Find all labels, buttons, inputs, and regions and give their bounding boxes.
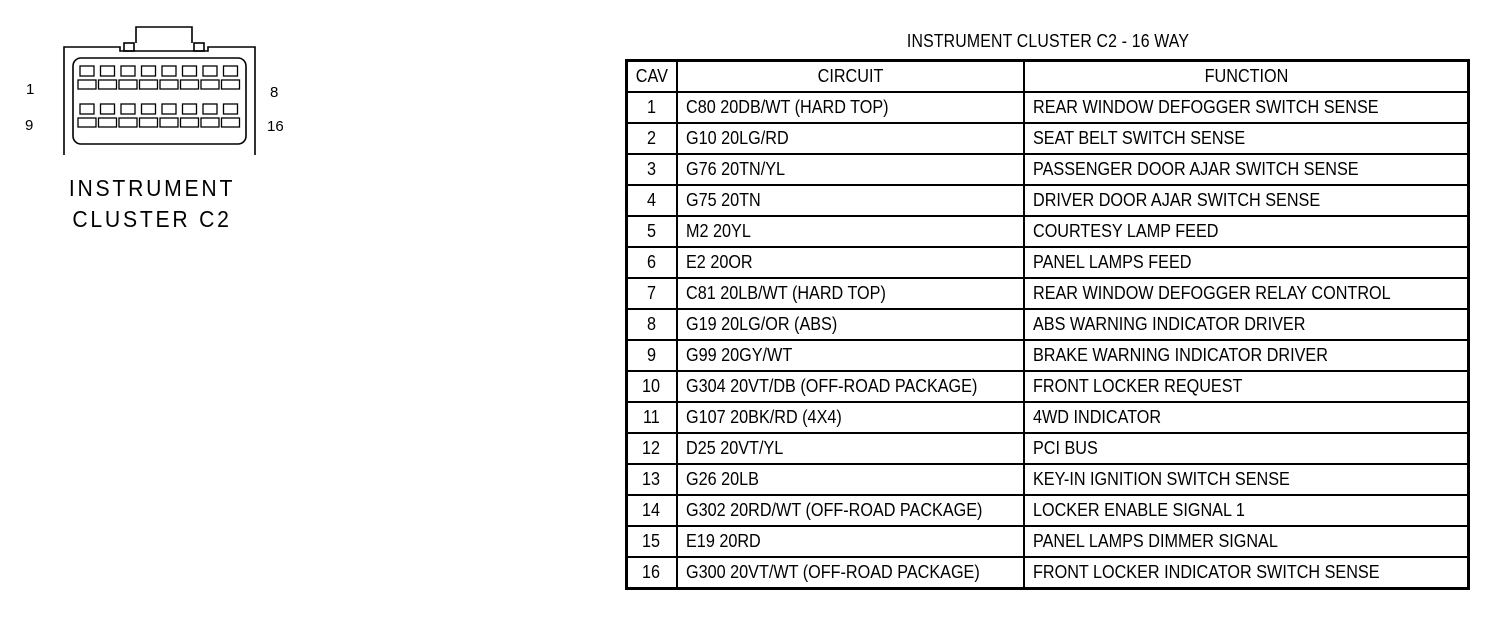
pin-cavity-1 [80,66,94,76]
pin-cavity-4 [142,66,156,76]
table-row [627,557,1469,589]
pin-cavity-11 [121,104,135,114]
pin-terminal-8 [222,80,240,89]
pin-label-9: 9 [25,117,34,134]
cell-circuit: G302 20RD/WT (OFF-ROAD PACKAGE) [677,495,1024,526]
header-cav: CAV [627,61,678,93]
connector-title-line2: CLUSTER C2 [72,206,232,232]
cell-function: LOCKER ENABLE SIGNAL 1 [1024,495,1469,526]
pin-cavity-12 [142,104,156,114]
pin-terminal-1 [78,80,96,89]
table-row [627,278,1469,309]
cell-cav: 1 [627,92,678,123]
cell-function: PANEL LAMPS DIMMER SIGNAL [1024,526,1469,557]
cell-cav: 11 [627,402,678,433]
cell-circuit: G300 20VT/WT (OFF-ROAD PACKAGE) [677,557,1024,589]
table-row [627,92,1469,123]
cell-cav: 8 [627,309,678,340]
table-row [627,340,1469,371]
table-row [627,433,1469,464]
cell-function: PCI BUS [1024,433,1469,464]
pin-cavity-5 [162,66,176,76]
connector-face-diagram [56,22,266,162]
table-row [627,495,1469,526]
cell-circuit: G75 20TN [677,185,1024,216]
cell-cav: 5 [627,216,678,247]
cell-cav: 2 [627,123,678,154]
connector-title-line1: INSTRUMENT [68,175,236,201]
pin-cavity-16 [224,104,238,114]
cell-function: REAR WINDOW DEFOGGER RELAY CONTROL [1024,278,1469,309]
cell-function: 4WD INDICATOR [1024,402,1469,433]
cell-cav: 16 [627,557,678,589]
cell-function: KEY-IN IGNITION SWITCH SENSE [1024,464,1469,495]
cell-circuit: G304 20VT/DB (OFF-ROAD PACKAGE) [677,371,1024,402]
cell-function: DRIVER DOOR AJAR SWITCH SENSE [1024,185,1469,216]
cell-cav: 9 [627,340,678,371]
cell-cav: 13 [627,464,678,495]
cell-circuit: G76 20TN/YL [677,154,1024,185]
cell-cav: 6 [627,247,678,278]
pin-cavity-9 [80,104,94,114]
cell-function: REAR WINDOW DEFOGGER SWITCH SENSE [1024,92,1469,123]
pin-label-8: 8 [270,84,279,101]
pin-terminal-2 [99,80,117,89]
pin-terminal-10 [99,118,117,127]
cell-circuit: G10 20LG/RD [677,123,1024,154]
cell-circuit: C81 20LB/WT (HARD TOP) [677,278,1024,309]
pin-cavity-7 [203,66,217,76]
cell-circuit: E2 20OR [677,247,1024,278]
pin-cavity-10 [101,104,115,114]
cell-function: BRAKE WARNING INDICATOR DRIVER [1024,340,1469,371]
cell-function: FRONT LOCKER REQUEST [1024,371,1469,402]
pin-terminal-11 [119,118,137,127]
table-row [627,185,1469,216]
cell-cav: 12 [627,433,678,464]
table-row [627,402,1469,433]
pin-terminal-3 [119,80,137,89]
cell-cav: 10 [627,371,678,402]
cell-circuit: E19 20RD [677,526,1024,557]
table-row [627,123,1469,154]
pin-cavity-14 [183,104,197,114]
pin-terminal-9 [78,118,96,127]
cell-circuit: C80 20DB/WT (HARD TOP) [677,92,1024,123]
cell-function: PANEL LAMPS FEED [1024,247,1469,278]
cell-circuit: G107 20BK/RD (4X4) [677,402,1024,433]
cell-cav: 7 [627,278,678,309]
table-header-row [627,61,1469,93]
pin-terminal-12 [140,118,158,127]
pin-cavity-8 [224,66,238,76]
pin-cavity-15 [203,104,217,114]
pin-label-16: 16 [267,118,284,135]
pin-cavity-3 [121,66,135,76]
cell-cav: 15 [627,526,678,557]
table-row [627,309,1469,340]
cell-circuit: D25 20VT/YL [677,433,1024,464]
pin-terminal-5 [160,80,178,89]
cell-cav: 3 [627,154,678,185]
cell-circuit: G19 20LG/OR (ABS) [677,309,1024,340]
pin-terminal-7 [201,80,219,89]
cell-function: ABS WARNING INDICATOR DRIVER [1024,309,1469,340]
cell-function: FRONT LOCKER INDICATOR SWITCH SENSE [1024,557,1469,589]
pin-terminal-14 [181,118,199,127]
pin-cavity-13 [162,104,176,114]
cell-cav: 14 [627,495,678,526]
cell-circuit: G26 20LB [677,464,1024,495]
pin-terminal-6 [181,80,199,89]
pin-cavity-6 [183,66,197,76]
cell-function: PASSENGER DOOR AJAR SWITCH SENSE [1024,154,1469,185]
table-row [627,371,1469,402]
table-row [627,247,1469,278]
table-row [627,154,1469,185]
pin-terminal-15 [201,118,219,127]
cell-cav: 4 [627,185,678,216]
cell-function: COURTESY LAMP FEED [1024,216,1469,247]
cell-circuit: M2 20YL [677,216,1024,247]
table-caption: INSTRUMENT CLUSTER C2 - 16 WAY [906,31,1190,51]
table-row [627,464,1469,495]
header-circuit: CIRCUIT [677,61,1024,93]
pin-terminal-16 [222,118,240,127]
cell-function: SEAT BELT SWITCH SENSE [1024,123,1469,154]
pin-cavity-2 [101,66,115,76]
table-row [627,526,1469,557]
header-function: FUNCTION [1024,61,1469,93]
cell-circuit: G99 20GY/WT [677,340,1024,371]
table-row [627,216,1469,247]
pin-terminal-13 [160,118,178,127]
pinout-table [625,59,1470,590]
pin-label-1: 1 [26,81,35,98]
pin-terminal-4 [140,80,158,89]
